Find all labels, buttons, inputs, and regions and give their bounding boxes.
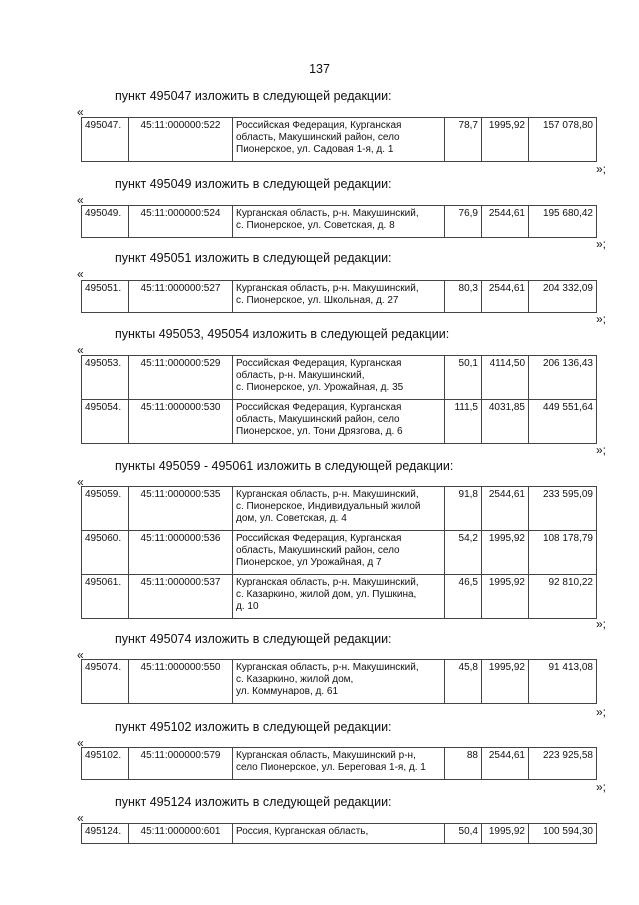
cadastral-number: 45:11:000000:524 (129, 206, 233, 238)
sum-value: 233 595,09 (529, 487, 597, 531)
address-line: д. 10 (236, 601, 259, 612)
quote-open: « (77, 343, 84, 357)
section-heading: пункты 495059 - 495061 изложить в следующей редакции: (115, 459, 454, 473)
rate-value: 4031,85 (482, 400, 529, 444)
section-heading: пункт 495074 изложить в следующей редакции: (115, 632, 392, 646)
address-line: ул. Коммунаров, д. 61 (236, 686, 339, 697)
quote-close: »; (596, 443, 607, 457)
record-number: 495047. (82, 118, 129, 162)
record-number: 495053. (82, 356, 129, 400)
address-line: область, Макушинский район, село (236, 414, 400, 425)
sum-value: 91 413,08 (529, 660, 597, 704)
sum-value: 100 594,30 (529, 824, 597, 844)
area-value: 88 (445, 748, 482, 780)
sum-value: 204 332,09 (529, 281, 597, 313)
table-row (82, 748, 597, 780)
area-value: 54,2 (445, 531, 482, 575)
address-cell (233, 356, 445, 400)
section-heading: пункты 495053, 495054 изложить в следующей редакции: (115, 327, 450, 341)
quote-open: « (77, 736, 84, 750)
address-cell (233, 206, 445, 238)
area-value: 46,5 (445, 575, 482, 619)
address-line: Пионерское, ул. Тони Дрязгова, д. 6 (236, 426, 403, 437)
records-table (81, 659, 597, 704)
address-line: Российская Федерация, Курганская (236, 402, 402, 413)
section-heading: пункт 495124 изложить в следующей редакции: (115, 795, 392, 809)
address-line: с. Пионерское, ул. Школьная, д. 27 (236, 295, 399, 306)
sum-value: 92 810,22 (529, 575, 597, 619)
section-heading: пункт 495102 изложить в следующей редакции: (115, 720, 392, 734)
table-row (82, 356, 597, 400)
sum-value: 206 136,43 (529, 356, 597, 400)
address-line: Российская Федерация, Курганская (236, 533, 402, 544)
address-line: область, Макушинский район, село (236, 545, 400, 556)
cadastral-number: 45:11:000000:537 (129, 575, 233, 619)
cadastral-number: 45:11:000000:527 (129, 281, 233, 313)
cadastral-number: 45:11:000000:522 (129, 118, 233, 162)
rate-value: 4114,50 (482, 356, 529, 400)
address-cell (233, 660, 445, 704)
section-heading: пункт 495047 изложить в следующей редакции: (115, 89, 392, 103)
cadastral-number: 45:11:000000:601 (129, 824, 233, 844)
rate-value: 1995,92 (482, 575, 529, 619)
quote-close: »; (596, 312, 607, 326)
records-table (81, 205, 597, 238)
address-cell (233, 531, 445, 575)
address-line: Курганская область, р-н. Макушинский, (236, 662, 419, 673)
records-table (81, 355, 597, 444)
quote-close: »; (596, 162, 607, 176)
quote-open: « (77, 105, 84, 119)
record-number: 495124. (82, 824, 129, 844)
quote-open: « (77, 193, 84, 207)
address-line: Курганская область, Макушинский р-н, (236, 750, 416, 761)
records-table (81, 117, 597, 162)
address-line: область, р-н. Макушинский, (236, 370, 365, 381)
rate-value: 1995,92 (482, 824, 529, 844)
address-line: область, Макушинский район, село (236, 132, 400, 143)
quote-close: »; (596, 617, 607, 631)
cadastral-number: 45:11:000000:579 (129, 748, 233, 780)
rate-value: 1995,92 (482, 531, 529, 575)
address-line: Курганская область, р-н. Макушинский, (236, 283, 419, 294)
record-number: 495059. (82, 487, 129, 531)
address-cell (233, 487, 445, 531)
record-number: 495074. (82, 660, 129, 704)
table-row (82, 575, 597, 619)
area-value: 80,3 (445, 281, 482, 313)
address-line: Пионерское, ул. Садовая 1-я, д. 1 (236, 144, 394, 155)
quote-open: « (77, 475, 84, 489)
address-cell (233, 281, 445, 313)
sum-value: 195 680,42 (529, 206, 597, 238)
records-table (81, 486, 597, 619)
area-value: 50,4 (445, 824, 482, 844)
quote-close: »; (596, 780, 607, 794)
address-line: Российская Федерация, Курганская (236, 358, 402, 369)
section-heading: пункт 495049 изложить в следующей редакции: (115, 177, 392, 191)
rate-value: 1995,92 (482, 660, 529, 704)
quote-close: »; (596, 705, 607, 719)
address-line: дом, ул. Советская, д. 4 (236, 513, 347, 524)
cadastral-number: 45:11:000000:536 (129, 531, 233, 575)
table-row (82, 118, 597, 162)
sum-value: 157 078,80 (529, 118, 597, 162)
record-number: 495102. (82, 748, 129, 780)
rate-value: 2544,61 (482, 206, 529, 238)
page-number: 137 (309, 62, 330, 76)
address-line: с. Пионерское, ул. Советская, д. 8 (236, 220, 395, 231)
quote-close: »; (596, 237, 607, 251)
address-line: Пионерское, ул Урожайная, д 7 (236, 557, 382, 568)
address-line: с. Пионерское, Индивидуальный жилой (236, 501, 421, 512)
address-cell (233, 748, 445, 780)
table-row (82, 281, 597, 313)
table-row (82, 824, 597, 844)
record-number: 495051. (82, 281, 129, 313)
area-value: 50,1 (445, 356, 482, 400)
quote-open: « (77, 267, 84, 281)
address-line: Курганская область, р-н. Макушинский, (236, 577, 419, 588)
area-value: 45,8 (445, 660, 482, 704)
rate-value: 1995,92 (482, 118, 529, 162)
quote-open: « (77, 811, 84, 825)
records-table (81, 280, 597, 313)
record-number: 495054. (82, 400, 129, 444)
record-number: 495060. (82, 531, 129, 575)
address-line: с. Казаркино, жилой дом, (236, 674, 354, 685)
table-row (82, 400, 597, 444)
address-line: с. Пионерское, ул. Урожайная, д. 35 (236, 382, 404, 393)
sum-value: 449 551,64 (529, 400, 597, 444)
rate-value: 2544,61 (482, 748, 529, 780)
address-line: с. Казаркино, жилой дом, ул. Пушкина, (236, 589, 417, 600)
cadastral-number: 45:11:000000:530 (129, 400, 233, 444)
cadastral-number: 45:11:000000:535 (129, 487, 233, 531)
table-row (82, 660, 597, 704)
address-line: Курганская область, р-н. Макушинский, (236, 208, 419, 219)
rate-value: 2544,61 (482, 281, 529, 313)
rate-value: 2544,61 (482, 487, 529, 531)
table-row (82, 531, 597, 575)
record-number: 495049. (82, 206, 129, 238)
address-line: Российская Федерация, Курганская (236, 120, 402, 131)
record-number: 495061. (82, 575, 129, 619)
address-cell (233, 118, 445, 162)
quote-open: « (77, 648, 84, 662)
address-cell (233, 400, 445, 444)
cadastral-number: 45:11:000000:529 (129, 356, 233, 400)
address-cell (233, 824, 445, 844)
table-row (82, 487, 597, 531)
cadastral-number: 45:11:000000:550 (129, 660, 233, 704)
address-line: Курганская область, р-н. Макушинский, (236, 489, 419, 500)
table-row (82, 206, 597, 238)
sum-value: 108 178,79 (529, 531, 597, 575)
area-value: 91,8 (445, 487, 482, 531)
records-table (81, 823, 597, 844)
address-cell (233, 575, 445, 619)
area-value: 111,5 (445, 400, 482, 444)
address-line: Россия, Курганская область, (236, 826, 369, 837)
section-heading: пункт 495051 изложить в следующей редакции: (115, 251, 392, 265)
records-table (81, 747, 597, 780)
sum-value: 223 925,58 (529, 748, 597, 780)
address-line: село Пионерское, ул. Береговая 1-я, д. 1 (236, 762, 426, 773)
area-value: 76,9 (445, 206, 482, 238)
area-value: 78,7 (445, 118, 482, 162)
